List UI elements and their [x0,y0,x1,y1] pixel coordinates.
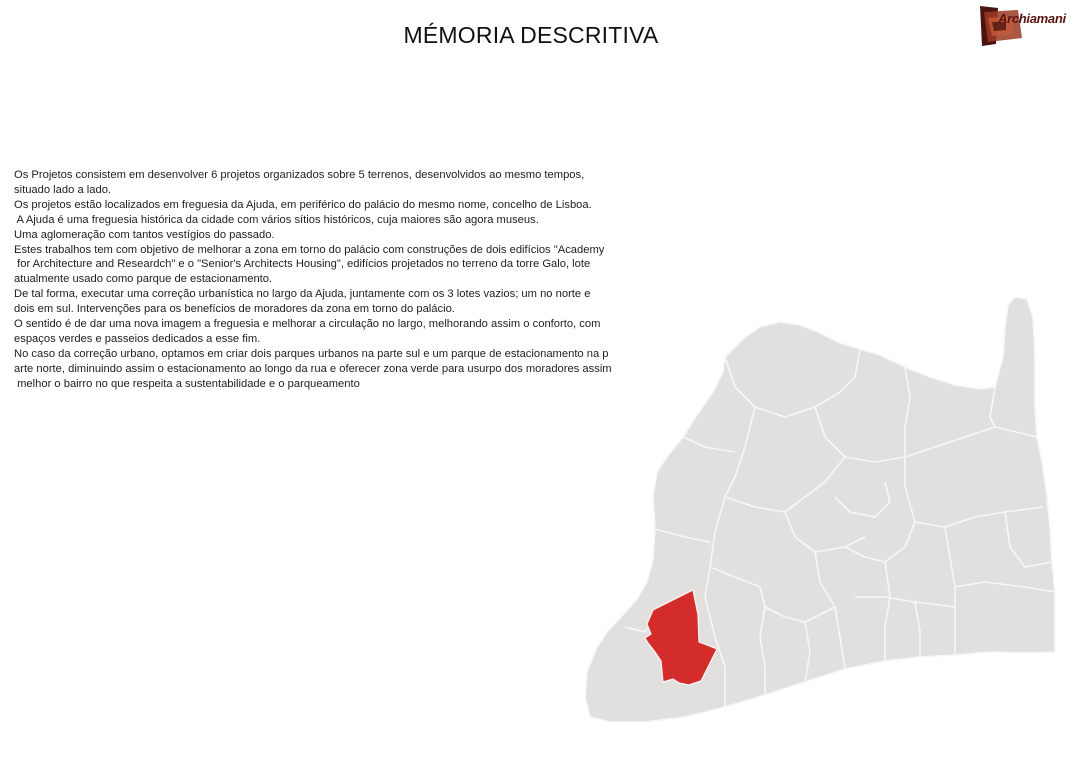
text-line: Os Projetos consistem em desenvolver 6 projetos organizados sobre 5 terrenos, desenvolvidos ao mesmo tempos, [14,169,585,181]
lisbon-outline [585,297,1055,722]
text-line: dois em sul. Intervenções para os benefícios de moradores da zona em torno do palácio. [14,303,455,316]
text-line: situado lado a lado. [14,183,112,196]
text-line: O sentido é de dar uma nova imagem a freguesia e melhorar a circulação no largo, melhorando assim o conforto, com [14,318,601,331]
text-line: Os projetos estão localizados em freguesia da Ajuda, em periférico do palácio do mesmo nome, concelho de Lisboa. [14,198,592,211]
text-line: espaços verdes e passeios dedicados a esse fim. [14,332,261,345]
text-line: for Architecture and Researdch" e o "Senior's Architects Housing", edifícios projetados no terreno da torre Galo, lote [14,258,591,271]
text-line: No caso da correção urbano, optamos em criar dois parques urbanos na parte sul e um parque de estacionamento na p [14,347,609,360]
text-line: De tal forma, executar uma correção urbanística no largo da Ajuda, juntamente com os 3 lotes vazios; um no norte e [14,288,591,301]
logo-wordmark: Archiamani [998,11,1066,26]
lisbon-parishes-map [585,297,1065,727]
text-line: melhor o bairro no que respeita a sustentabilidade e o parqueamento [14,377,360,390]
text-line: Uma aglomeração com tantos vestígios do passado. [14,228,275,241]
text-line: Estes trabalhos tem com objetivo de melhorar a zona em torno do palácio com construções de dois edifícios "Academy [14,243,605,256]
text-line: atualmente usado como parque de estacionamento. [14,273,273,286]
archiamani-logo [978,4,1078,48]
page-title: MÉMORIA DESCRITIVA [403,22,659,48]
text-line: arte norte, diminuindo assim o estacionamento ao longo da rua e oferecer zona verde para usurpo dos moradores assim [14,362,612,375]
text-line: A Ajuda é uma freguesia histórica da cidade com vários sítios históricos, cuja maiores são agora museus. [14,213,539,226]
